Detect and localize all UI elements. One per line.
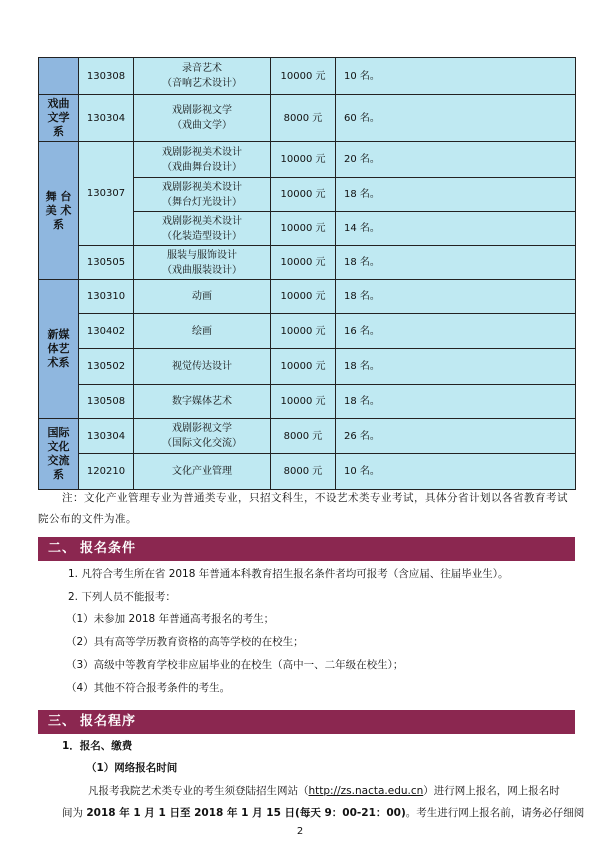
tuition-fee: 10000 元	[271, 246, 336, 280]
procedure-paragraph-line-1: 凡报考我院艺术类专业的考生须登陆招生网站（http://zs.nacta.edu.cn）进行网上报名，网上报名时	[88, 785, 560, 797]
exclusion-item-3: （3）高级中等教育学校非应届毕业的在校生（高中一、二年级在校生）；	[66, 659, 404, 671]
table-row	[39, 385, 576, 419]
major-code: 130508	[79, 385, 134, 419]
major-code: 130505	[79, 246, 134, 280]
tuition-fee: 8000 元	[271, 419, 336, 454]
major-code: 130304	[79, 419, 134, 454]
enrollment-quota: 10 名。	[336, 58, 576, 95]
subheading-registration-payment: 1．报名、缴费	[62, 740, 133, 752]
enrollment-quota: 18 名。	[336, 385, 576, 419]
major-code: 130307	[79, 142, 134, 246]
table-row	[39, 58, 576, 95]
exclusion-item-4: （4）其他不符合报考条件的考生。	[66, 682, 231, 694]
table-row	[39, 349, 576, 385]
major-name: 数字媒体艺术	[134, 385, 271, 419]
major-code: 130308	[79, 58, 134, 95]
dept-guoji-wenhua-jiaoliu: 国际 文化 交流 系	[39, 419, 79, 490]
tuition-fee: 10000 元	[271, 385, 336, 419]
enrollment-quota: 26 名。	[336, 419, 576, 454]
major-name: 戏剧影视美术设计 （戏曲舞台设计）	[134, 142, 271, 178]
enrollment-quota: 60 名。	[336, 95, 576, 142]
tuition-fee: 10000 元	[271, 212, 336, 246]
tuition-fee: 8000 元	[271, 454, 336, 490]
majors-table	[38, 57, 576, 490]
table-footnote: 注：文化产业管理专业为普通类专业，只招文科生，不设艺术类专业考试，具体分省计划以各省教育考试院公布的文件为准。	[38, 492, 568, 525]
tuition-fee: 10000 元	[271, 178, 336, 212]
exclusion-item-1: （1）未参加 2018 年普通高考报名的考生；	[66, 613, 275, 625]
tuition-fee: 10000 元	[271, 349, 336, 385]
section-heading-registration-procedure: 三、 报名程序	[38, 710, 575, 734]
enrollment-quota: 18 名。	[336, 349, 576, 385]
major-code: 130304	[79, 95, 134, 142]
condition-item-2: 2. 下列人员不能报考：	[68, 591, 176, 603]
table-row	[39, 419, 576, 454]
enrollment-quota: 16 名。	[336, 314, 576, 349]
enrollment-quota: 10 名。	[336, 454, 576, 490]
major-name: 绘画	[134, 314, 271, 349]
procedure-paragraph-line-2: 间为 2018 年 1 月 1 日至 2018 年 1 月 15 日(每天 9：00-21：00)。考生进行网上报名前，请务必仔细阅	[62, 807, 585, 819]
exclusion-item-2: （2）具有高等学历教育资格的高等学校的在校生；	[66, 636, 304, 648]
enrollment-quota: 18 名。	[336, 246, 576, 280]
table-row	[39, 314, 576, 349]
tuition-fee: 8000 元	[271, 95, 336, 142]
major-name: 戏剧影视美术设计 （舞台灯光设计）	[134, 178, 271, 212]
major-name: 文化产业管理	[134, 454, 271, 490]
table-row	[39, 454, 576, 490]
condition-item-1: 1. 凡符合考生所在省 2018 年普通本科教育招生报名条件者均可报考（含应届、往届毕业生）。	[68, 568, 509, 580]
tuition-fee: 10000 元	[271, 142, 336, 178]
table-row	[39, 142, 576, 178]
dept-cell-continued	[39, 58, 79, 95]
tuition-fee: 10000 元	[271, 314, 336, 349]
major-code: 130502	[79, 349, 134, 385]
dept-xiqu-wenxue: 戏曲 文学 系	[39, 95, 79, 142]
table-row	[39, 95, 576, 142]
registration-date-range: 2018 年 1 月 1 日至 2018 年 1 月 15 日(每天 9：00-21：00)	[86, 807, 406, 819]
tuition-fee: 10000 元	[271, 280, 336, 314]
section-heading-registration-conditions: 二、 报名条件	[38, 537, 575, 561]
major-name: 戏剧影视美术设计 （化装造型设计）	[134, 212, 271, 246]
admissions-website-link[interactable]: http://zs.nacta.edu.cn	[308, 785, 424, 797]
major-name: 视觉传达设计	[134, 349, 271, 385]
subheading-online-registration-time: （1）网络报名时间	[86, 762, 178, 774]
major-code: 130402	[79, 314, 134, 349]
enrollment-quota: 20 名。	[336, 142, 576, 178]
major-name: 服装与服饰设计 （戏曲服装设计）	[134, 246, 271, 280]
major-name: 录音艺术 （音响艺术设计）	[134, 58, 271, 95]
dept-wutai-meishu: 舞 台 美 术 系	[39, 142, 79, 280]
major-name: 戏剧影视文学 （国际文化交流）	[134, 419, 271, 454]
tuition-fee: 10000 元	[271, 58, 336, 95]
major-name: 动画	[134, 280, 271, 314]
enrollment-quota: 18 名。	[336, 280, 576, 314]
page-number: 2	[296, 826, 304, 837]
major-code: 130310	[79, 280, 134, 314]
major-code: 120210	[79, 454, 134, 490]
enrollment-quota: 14 名。	[336, 212, 576, 246]
major-name: 戏剧影视文学 （戏曲文学）	[134, 95, 271, 142]
enrollment-quota: 18 名。	[336, 178, 576, 212]
dept-xinmeiti-yishu: 新媒 体艺 术系	[39, 280, 79, 419]
table-row	[39, 280, 576, 314]
table-row	[39, 246, 576, 280]
